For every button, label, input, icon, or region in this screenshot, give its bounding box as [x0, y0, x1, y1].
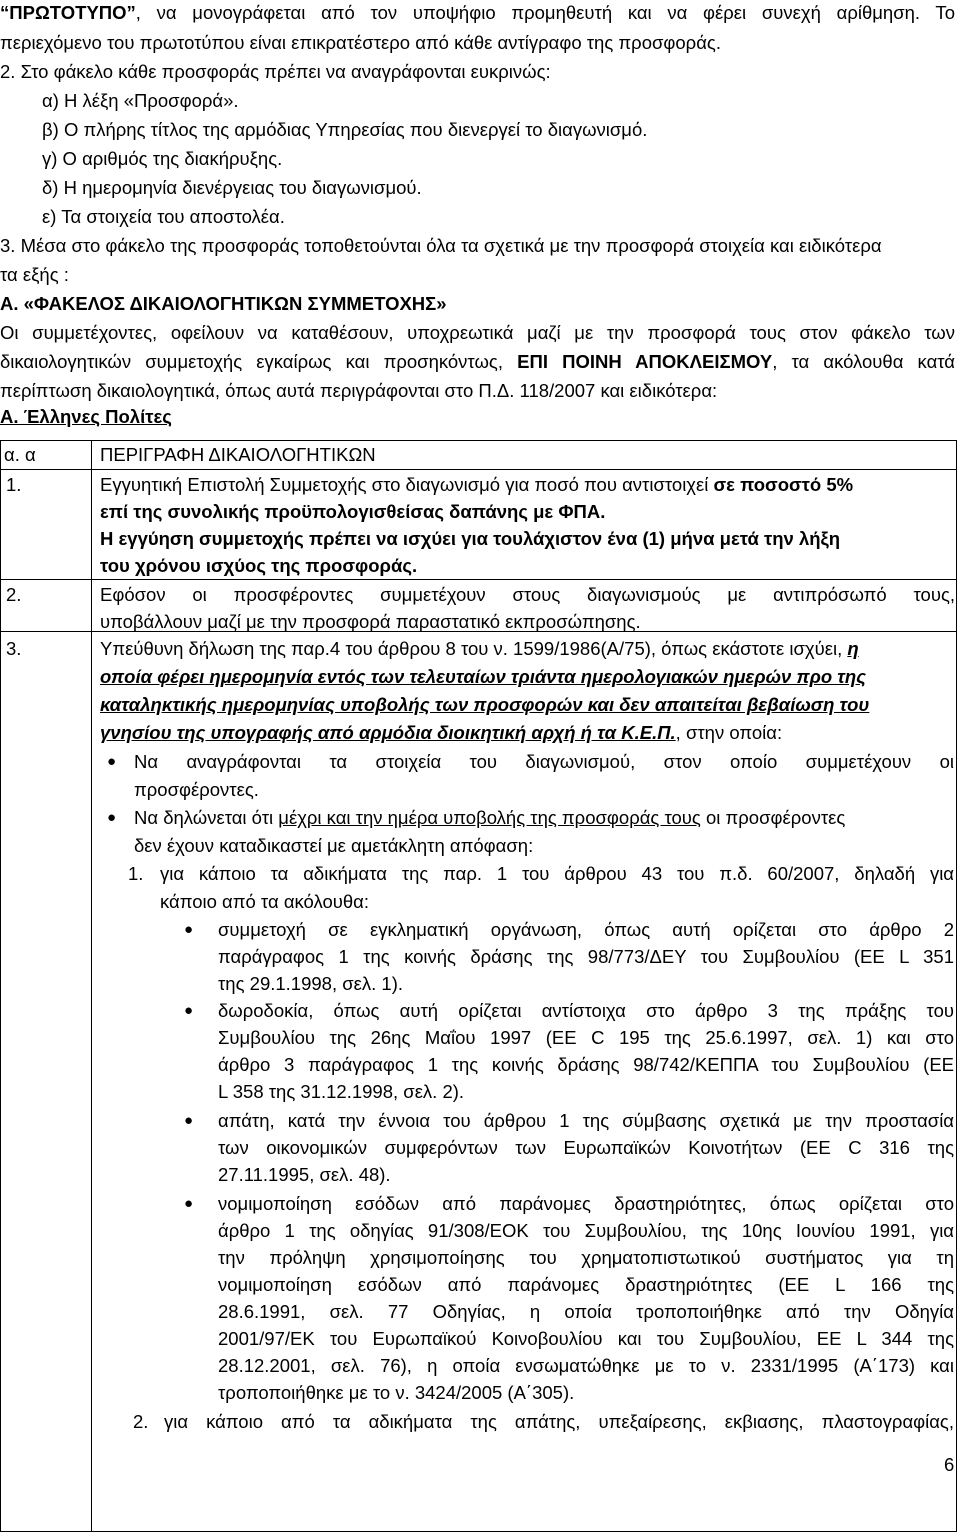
row-1-line-2: επί της συνολικής προϋπολογισθείσας δαπάνης με ΦΠΑ. — [100, 501, 606, 522]
page-number: 6 — [944, 1454, 955, 1475]
row-1-percent: σε ποσοστό 5% — [713, 474, 854, 495]
row-2-line-2: υποβάλλουν μαζί με την προσφορά παραστατικό εκπροσώπησης. — [100, 611, 641, 632]
intro-line-2: περιεχόμενο του πρωτοτύπου είναι επικρατέστερο από κάθε αντίγραφο της προσφοράς. — [0, 32, 721, 53]
row-2-line-1: Εφόσον οι προσφέροντες συμμετέχουν στους διαγωνισμούς με αντιπρόσωπό τους, — [100, 584, 955, 605]
row-3-line-4 — [100, 720, 782, 745]
sub-item-d: δ) Η ημερομηνία διενέργειας του διαγωνισμού. — [42, 177, 422, 198]
sub-bullet-2-line-1: δωροδοκία, όπως αυτή ορίζεται αντίστοιχα στο άρθρο 3 της πράξης του — [218, 1000, 954, 1021]
para-1-line-2-c: , τα ακόλουθα κατά — [772, 351, 955, 372]
sub-bullet-1-line-1: συμμετοχή σε εγκληματική οργάνωση, όπως αυτή ορίζεται στο άρθρο 2 — [218, 919, 954, 940]
prototype-label: “ΠΡΩΤΟΤΥΠΟ” — [0, 2, 136, 23]
row-3-line-4-text: , στην οποία: — [675, 722, 783, 743]
table-cell-num — [1, 632, 92, 1532]
bullet-icon: ● — [184, 1195, 194, 1212]
sub-bullet-4-line-6: 2001/97/ΕΚ του Ευρωπαϊκού Κοινοβουλίου και του Συμβουλίου, ΕΕ L 344 της — [218, 1328, 954, 1349]
bullet-icon: ● — [184, 1112, 194, 1129]
bullet-icon: ● — [184, 1002, 194, 1019]
row-2-number: 2. — [6, 584, 22, 605]
row-3-line-3: καταληκτικής ημερομηνίας υποβολής των προσφορών και δεν απαιτείται βεβαίωση του — [100, 694, 870, 715]
numbered-1-line-2: κάποιο από τα ακόλουθα: — [160, 891, 369, 912]
item-3-line-1: 3. Μέσα στο φάκελο της προσφοράς τοποθετούνται όλα τα σχετικά με την προσφορά στοιχεία και ειδικότερα — [0, 235, 882, 256]
section-title: Α. «ΦΑΚΕΛΟΣ ΔΙΚΑΙΟΛΟΓΗΤΙΚΩΝ ΣΥΜΜΕΤΟΧΗΣ» — [0, 293, 447, 314]
penalty-text: ΕΠΙ ΠΟΙΝΗ ΑΠΟΚΛΕΙΣΜΟΥ — [517, 351, 773, 372]
row-3-line-2: οποία φέρει ημερομηνία εντός των τελευταίων τριάντα ημερολογιακών ημερών προ της — [100, 666, 866, 687]
row-3-line-4-emph: γνησίου της υπογραφής από αρμόδια διοικητική αρχή ή τα Κ.Ε.Π. — [100, 722, 676, 743]
item-2: 2. Στο φάκελο κάθε προσφοράς πρέπει να αναγράφονται ευκρινώς: — [0, 61, 551, 82]
row-1-line-3: Η εγγύηση συμμετοχής πρέπει να ισχύει για τουλάχιστον ένα (1) μήνα μετά την λήξη — [100, 528, 841, 549]
sub-bullet-4-line-1: νομιμοποίηση εσόδων από παράνομες δραστηριότητες, όπως ορίζεται στο — [218, 1193, 954, 1214]
numbered-2-line-1: για κάποιο από τα αδικήματα της απάτης, υπεξαίρεσης, εκβιασης, πλαστογραφίας, — [164, 1411, 954, 1432]
sub-bullet-2-line-4: L 358 της 31.12.1998, σελ. 2). — [218, 1081, 465, 1102]
table-header-num: α. α — [4, 444, 36, 465]
sub-bullet-4-line-2: άρθρο 1 της οδηγίας 91/308/ΕΟΚ του Συμβουλίου, της 10ης Ιουνίου 1991, για — [218, 1220, 954, 1241]
sub-bullet-3-line-1: απάτη, κατά την έννοια του άρθρου 1 της σύμβασης σχετικά με την προστασία — [218, 1110, 954, 1131]
numbered-2: 2. — [133, 1411, 149, 1432]
row-1-number: 1. — [6, 474, 22, 495]
row-3-line-1-emph: η — [847, 638, 859, 659]
bullet-2-line-1-underlined: μέχρι και την ημέρα υποβολής της προσφοράς τους — [278, 807, 701, 828]
sub-bullet-1-line-3: της 29.1.1998, σελ. 1). — [218, 973, 404, 994]
sub-item-c: γ) Ο αριθμός της διακήρυξης. — [42, 148, 283, 169]
bullet-2-line-1 — [134, 805, 845, 830]
row-3-line-1 — [100, 636, 859, 661]
sub-bullet-4-line-5: 28.6.1991, σελ. 77 Οδηγίας, η οποία τροποποιήθηκε από την Οδηγία — [218, 1301, 954, 1322]
sub-bullet-2-line-2: Συμβουλίου της 26ης Μαΐου 1997 (ΕΕ C 195 της 25.6.1997, σελ. 1) και στο — [218, 1027, 954, 1048]
intro-line-1 — [0, 0, 955, 25]
para-1-line-1: Οι συμμετέχοντες, οφείλουν να καταθέσουν, υποχρεωτικά μαζί με την προσφορά τους στον φάκελο των — [0, 322, 955, 343]
item-3-line-2: τα εξής : — [0, 264, 69, 285]
intro-line-1-text: , να μονογράφεται από τον υποψήφιο προμηθευτή και να φέρει συνεχή αρίθμηση. Το — [135, 2, 955, 23]
sub-bullet-3-line-3: 27.11.1995, σελ. 48). — [218, 1164, 391, 1185]
para-1-line-2 — [0, 349, 955, 374]
sub-item-e: ε) Τα στοιχεία του αποστολέα. — [42, 206, 285, 227]
sub-bullet-3-line-2: των οικονομικών συμφερόντων των Ευρωπαϊκών Κοινοτήτων (ΕΕ C 316 της — [218, 1137, 954, 1158]
bullet-1-line-2: προσφέροντες. — [134, 779, 259, 800]
row-3-number: 3. — [6, 638, 22, 659]
table-header-desc: ΠΕΡΙΓΡΑΦΗ ΔΙΚΑΙΟΛΟΓΗΤΙΚΩΝ — [100, 444, 376, 465]
bullet-2-line-1-c: οι προσφέροντες — [700, 807, 846, 828]
sub-bullet-4-line-8: τροποποιήθηκε με το ν. 3424/2005 (Α΄305). — [218, 1382, 575, 1403]
numbered-1: 1. — [128, 863, 144, 884]
sub-item-b: β) Ο πλήρης τίτλος της αρμόδιας Υπηρεσίας που διενεργεί το διαγωνισμό. — [42, 119, 648, 140]
row-3-line-1-text: Υπεύθυνη δήλωση της παρ.4 του άρθρου 8 του ν. 1599/1986(Α/75), όπως εκάστοτε ισχύει, — [100, 638, 848, 659]
para-1-line-3: περίπτωση δικαιολογητικά, όπως αυτά περιγράφονται στο Π.Δ. 118/2007 και ειδικότερα: — [0, 380, 718, 401]
bullet-1-line-1: Να αναγράφονται τα στοιχεία του διαγωνισμού, στον οποίο συμμετέχουν οι — [134, 751, 954, 772]
sub-bullet-4-line-7: 28.12.2001, σελ. 76), η οποία ενσωματώθηκε με το ν. 2331/1995 (Α΄173) και — [218, 1355, 954, 1376]
sub-bullet-2-line-3: άρθρο 3 παράγραφος 1 της κοινής δράσης 98/742/ΚΕΠΠΑ του Συμβουλίου (ΕΕ — [218, 1054, 954, 1075]
bullet-icon: ● — [107, 809, 117, 826]
sub-bullet-1-line-2: παράγραφος 1 της κοινής δράσης της 98/773/ΔΕΥ του Συμβουλίου (ΕΕ L 351 — [218, 946, 954, 967]
row-1-line-1 — [100, 472, 853, 497]
sub-bullet-4-line-4: νομιμοποίηση εσόδων από παράνομες δραστηριότητες (ΕΕ L 166 της — [218, 1274, 954, 1295]
bullet-2-line-2: δεν έχουν καταδικαστεί με αμετάκλητη απόφαση: — [134, 835, 534, 856]
para-1-line-2-a: δικαιολογητικών συμμετοχής εγκαίρως και προσηκόντως, — [0, 351, 518, 372]
numbered-1-line-1: για κάποιο τα αδικήματα της παρ. 1 του άρθρου 43 του π.δ. 60/2007, δηλαδή για — [160, 863, 954, 884]
row-1-line-4: του χρόνου ισχύος της προσφοράς. — [100, 555, 418, 576]
bullet-icon: ● — [184, 921, 194, 938]
subsection-title: Α. Έλληνες Πολίτες — [0, 406, 172, 427]
sub-item-a: α) Η λέξη «Προσφορά». — [42, 90, 239, 111]
bullet-icon: ● — [107, 753, 117, 770]
row-1-line-1-text: Εγγυητική Επιστολή Συμμετοχής στο διαγωνισμό για ποσό που αντιστοιχεί — [100, 474, 714, 495]
sub-bullet-4-line-3: την πρόληψη χρησιμοποίησης του χρηματοπιστωτικού συστήματος για τη — [218, 1247, 954, 1268]
bullet-2-line-1-a: Να δηλώνεται ότι — [134, 807, 279, 828]
